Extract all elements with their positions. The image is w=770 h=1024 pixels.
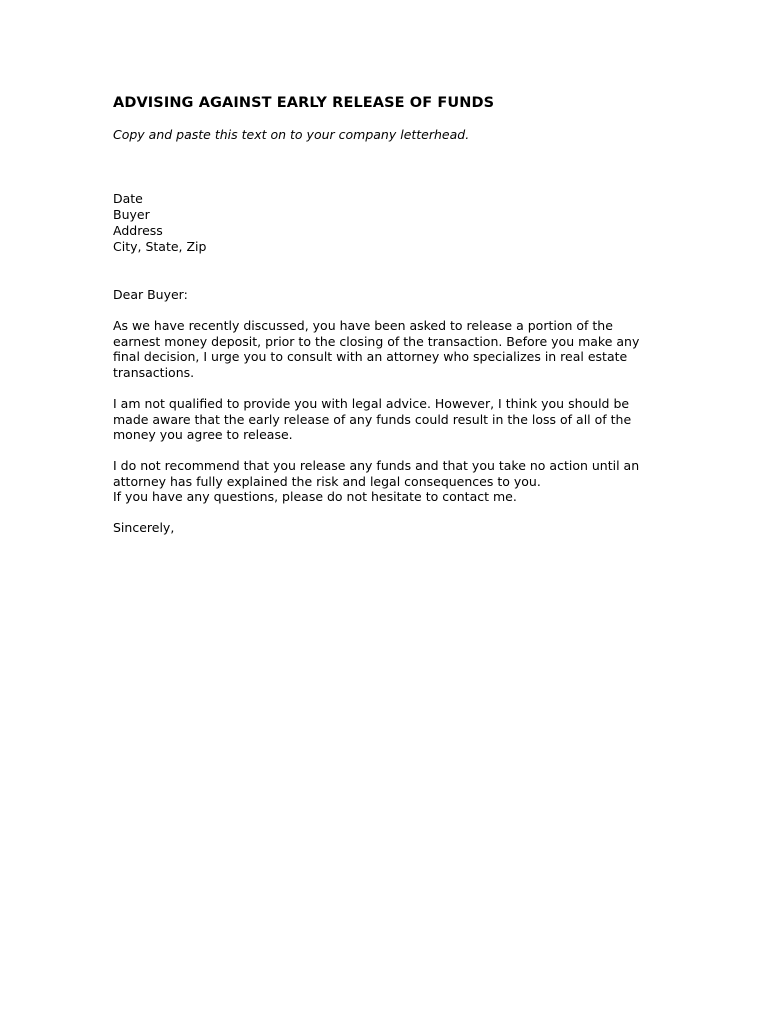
paragraph-legal-advice: I am not qualified to provide you with legal advice. However, I think you should be made aware that the early release of any funds could result in the loss of all of the money you agree to release. [113,395,632,443]
address-line-address: Address [113,223,163,238]
address-line-buyer: Buyer [113,207,150,222]
document-title: ADVISING AGAINST EARLY RELEASE OF FUNDS [113,95,495,111]
letter-body [113,93,658,536]
paragraph-discussion: As we have recently discussed, you have been asked to release a portion of the earnest money deposit, prior to the closing of the transaction. Before you make any final decision, I urge you to consult with an attorney who specializes in real estate transactions. [113,318,640,381]
salutation: Dear Buyer: [113,287,188,302]
paragraph-recommendation: I do not recommend that you release any funds and that you take no action until an attorney has fully explained the risk and legal consequences to you. [113,457,640,489]
closing: Sincerely, [113,520,175,536]
address-line-date: Date [113,191,143,206]
address-line-city-state-zip: City, State, Zip [113,239,207,254]
paragraph-contact: If you have any questions, please do not hesitate to contact me. [113,489,517,505]
address-block [113,191,658,255]
instruction-text: Copy and paste this text on to your company letterhead. [113,127,470,142]
